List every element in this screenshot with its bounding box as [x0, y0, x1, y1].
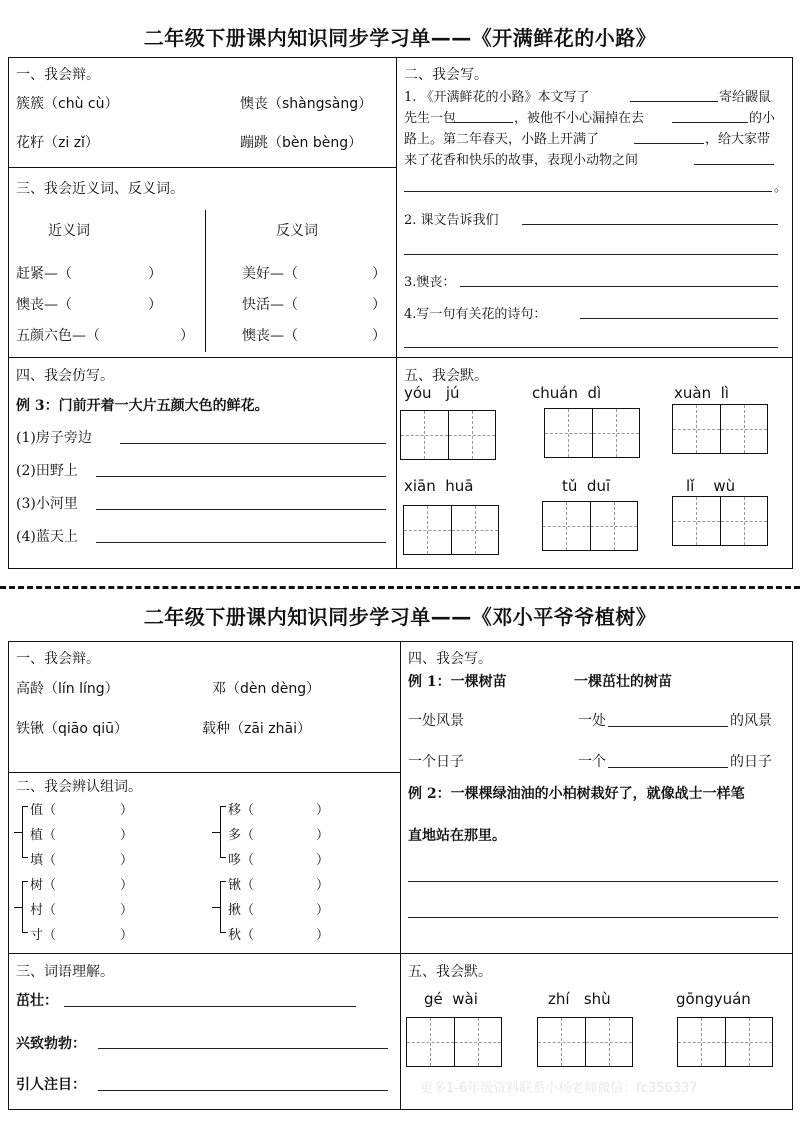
- divider: [396, 57, 397, 569]
- divider: [8, 772, 400, 773]
- s4-example2: 直地站在那里。: [408, 828, 506, 844]
- s2-q1: 来了花香和快乐的故事，表现小动物之间: [404, 153, 639, 168]
- divider: [400, 641, 401, 1110]
- paren-close: ）: [120, 903, 134, 918]
- s2-q1: ，被他不小心漏掉在去: [514, 111, 645, 126]
- blank-line[interactable]: [630, 101, 718, 102]
- bracket: [14, 907, 22, 908]
- s1-item: 邓（dèn dèng）: [212, 681, 321, 697]
- s3-item: 引人注目：: [16, 1077, 86, 1093]
- group-item: 多（: [228, 828, 255, 843]
- syn-header: 近义词: [48, 223, 90, 239]
- pinyin-label: zhí shù: [548, 990, 611, 1008]
- s4-example1: 一棵茁壮的树苗: [574, 674, 672, 690]
- group-item: 植（: [30, 828, 57, 843]
- blank-line[interactable]: [96, 509, 386, 510]
- blank-line[interactable]: [694, 164, 774, 165]
- blank-line[interactable]: [404, 254, 778, 255]
- paren-close: ）: [120, 853, 134, 868]
- paren-close: ）: [120, 828, 134, 843]
- s1-item: [240, 93, 372, 113]
- s5-heading: 五、我会默。: [404, 368, 488, 384]
- s1-item: [16, 93, 118, 113]
- blank-line[interactable]: [408, 881, 778, 882]
- bracket: [220, 806, 226, 858]
- paren-close: ）: [372, 297, 386, 313]
- s2-heading: 二、我会写。: [404, 67, 488, 83]
- divider: [8, 167, 396, 168]
- paren-close: ）: [120, 928, 134, 943]
- blank-line[interactable]: [404, 347, 778, 348]
- s4-item: (2)田野上: [16, 463, 78, 479]
- paren-close: ）: [120, 803, 134, 818]
- s4-row: 的风景: [730, 713, 772, 729]
- syn-item: 五颜六色—（: [16, 328, 100, 344]
- pinyin-label: yóu jú: [404, 384, 460, 402]
- s1-item: 高龄（lín líng）: [16, 681, 119, 697]
- ant-item: 快活—（: [242, 297, 298, 313]
- blank-line[interactable]: [98, 1048, 388, 1049]
- group-item: 揪（: [228, 903, 255, 918]
- watermark: 更多1-6年级资料联系小杨老师微信：fc356337: [420, 1081, 698, 1096]
- s3-heading: 三、我会近义词、反义词。: [16, 181, 184, 197]
- s1-item-text: 簇簇（chù cù）: [16, 96, 119, 112]
- s4-item: (1)房子旁边: [16, 430, 92, 446]
- bracket: [220, 881, 226, 933]
- ant-item: 懊丧—（: [242, 328, 298, 344]
- blank-line[interactable]: [408, 917, 778, 918]
- s4-heading: 四、我会仿写。: [16, 368, 114, 384]
- syn-item: 赶紧—（: [16, 266, 72, 282]
- writing-grid[interactable]: [677, 1017, 773, 1067]
- divider: [8, 357, 793, 358]
- paren-close: ）: [180, 328, 194, 344]
- s2-q1: ，给大家带: [705, 132, 771, 147]
- pinyin-label: lǐ wù: [686, 477, 736, 495]
- s2-heading: 二、我会辨认组词。: [16, 779, 142, 795]
- s4-row: 一处风景: [408, 713, 464, 729]
- pinyin-label: chuán dì: [532, 384, 602, 402]
- writing-grid[interactable]: [672, 404, 768, 454]
- s4-heading: 四、我会写。: [408, 651, 492, 667]
- paren-close: ）: [316, 903, 330, 918]
- group-item: 值（: [30, 803, 57, 818]
- sheet1-title: 二年级下册课内知识同步学习单——《开满鲜花的小路》: [143, 26, 657, 50]
- cut-line: [0, 586, 800, 589]
- s4-row: 的日子: [730, 754, 772, 770]
- s1-heading: 一、我会辩。: [16, 651, 100, 667]
- writing-grid[interactable]: [403, 505, 499, 555]
- s4-item: (4)蓝天上: [16, 529, 78, 545]
- s2-q3: 3.懊丧：: [404, 275, 456, 290]
- s2-q1: 寄给鼹鼠: [719, 90, 772, 105]
- writing-grid[interactable]: [400, 410, 496, 460]
- s2-q2: 2. 课文告诉我们: [404, 213, 499, 228]
- pinyin-label: gōngyuán: [676, 990, 751, 1008]
- s2-q1: 路上。第二年春天，小路上开满了: [404, 132, 600, 147]
- blank-line[interactable]: [634, 143, 704, 144]
- ant-header: 反义词: [276, 223, 318, 239]
- pinyin-label: tǔ duī: [562, 477, 611, 495]
- s1-item-text: 蹦跳（bèn bèng）: [240, 135, 363, 151]
- group-item: 填（: [30, 853, 57, 868]
- writing-grid[interactable]: [542, 501, 638, 551]
- pinyin-label: xiān huā: [404, 477, 474, 495]
- s4-row: 一个: [578, 754, 606, 770]
- group-item: 哆（: [228, 853, 255, 868]
- s2-q1: 先生一包: [404, 111, 457, 126]
- blank-line[interactable]: [672, 122, 748, 123]
- s4-example1: 例 1：一棵树苗: [408, 674, 507, 690]
- paren-close: ）: [372, 328, 386, 344]
- blank-line[interactable]: [460, 286, 778, 287]
- s1-item: 载种（zāi zhāi）: [202, 721, 311, 737]
- bracket: [14, 832, 22, 833]
- s1-item: 铁锹（qiāo qiū）: [16, 721, 129, 737]
- paren-close: ）: [316, 803, 330, 818]
- s4-item: (3)小河里: [16, 496, 78, 512]
- blank-line[interactable]: [453, 122, 513, 123]
- blank-line[interactable]: [608, 726, 728, 727]
- blank-line[interactable]: [608, 767, 728, 768]
- paren-close: ）: [316, 828, 330, 843]
- bracket: [212, 832, 220, 833]
- bracket: [22, 881, 28, 933]
- blank-line[interactable]: [120, 443, 386, 444]
- group-item: 寸（: [30, 928, 57, 943]
- writing-grid[interactable]: [406, 1017, 502, 1067]
- paren-close: ）: [316, 928, 330, 943]
- group-item: 秋（: [228, 928, 255, 943]
- blank-line[interactable]: [96, 542, 386, 543]
- group-item: 村（: [30, 903, 57, 918]
- s2-q4: 4.写一句有关花的诗句：: [404, 307, 547, 322]
- divider: [205, 210, 206, 352]
- pinyin-label: xuàn lì: [674, 384, 729, 402]
- blank-line[interactable]: [580, 318, 778, 319]
- blank-line[interactable]: [404, 191, 772, 192]
- s1-item-text: 懊丧（shàngsàng）: [240, 96, 373, 112]
- s1-item: [16, 132, 99, 152]
- blank-line[interactable]: [98, 1090, 388, 1091]
- ant-item: 美好—（: [242, 266, 298, 282]
- syn-item: 懊丧—（: [16, 297, 72, 313]
- s4-row: 一处: [578, 713, 606, 729]
- sheet2-title: 二年级下册课内知识同步学习单——《邓小平爷爷植树》: [143, 605, 657, 629]
- paren-close: ）: [148, 297, 162, 313]
- blank-line[interactable]: [522, 224, 778, 225]
- writing-grid[interactable]: [672, 496, 768, 546]
- s3-heading: 三、词语理解。: [16, 964, 114, 980]
- sheet1-frame: [8, 57, 793, 569]
- writing-grid[interactable]: [537, 1017, 633, 1067]
- s4-row: 一个日子: [408, 754, 464, 770]
- blank-line[interactable]: [96, 476, 386, 477]
- paren-close: ）: [316, 878, 330, 893]
- paren-close: ）: [316, 853, 330, 868]
- divider: [8, 953, 793, 954]
- paren-close: ）: [120, 878, 134, 893]
- bracket: [22, 806, 28, 858]
- blank-line[interactable]: [64, 1006, 356, 1007]
- s4-example2: 例 2：一棵棵绿油油的小柏树栽好了，就像战士一样笔: [408, 786, 745, 802]
- s2-q1-end: 。: [774, 180, 788, 195]
- group-item: 树（: [30, 878, 57, 893]
- writing-grid[interactable]: [544, 408, 640, 458]
- s4-example: 例 3：门前开着一大片五颜大色的鲜花。: [16, 398, 269, 414]
- paren-close: ）: [148, 266, 162, 282]
- group-item: 锹（: [228, 878, 255, 893]
- paren-close: ）: [372, 266, 386, 282]
- s5-heading: 五、我会默。: [408, 964, 492, 980]
- s3-item: 茁壮：: [16, 993, 58, 1009]
- bracket: [212, 907, 220, 908]
- s2-q1: 的小: [749, 111, 776, 126]
- s1-item-text: 花籽（zi zǐ）: [16, 135, 99, 151]
- group-item: 移（: [228, 803, 255, 818]
- s2-q1: 1. 《开满鲜花的小路》本文写了: [404, 90, 590, 105]
- s1-heading: 一、我会辩。: [16, 67, 100, 83]
- pinyin-label: gé wài: [424, 990, 478, 1008]
- s3-item: 兴致勃勃：: [16, 1036, 86, 1052]
- s1-item: [240, 132, 362, 152]
